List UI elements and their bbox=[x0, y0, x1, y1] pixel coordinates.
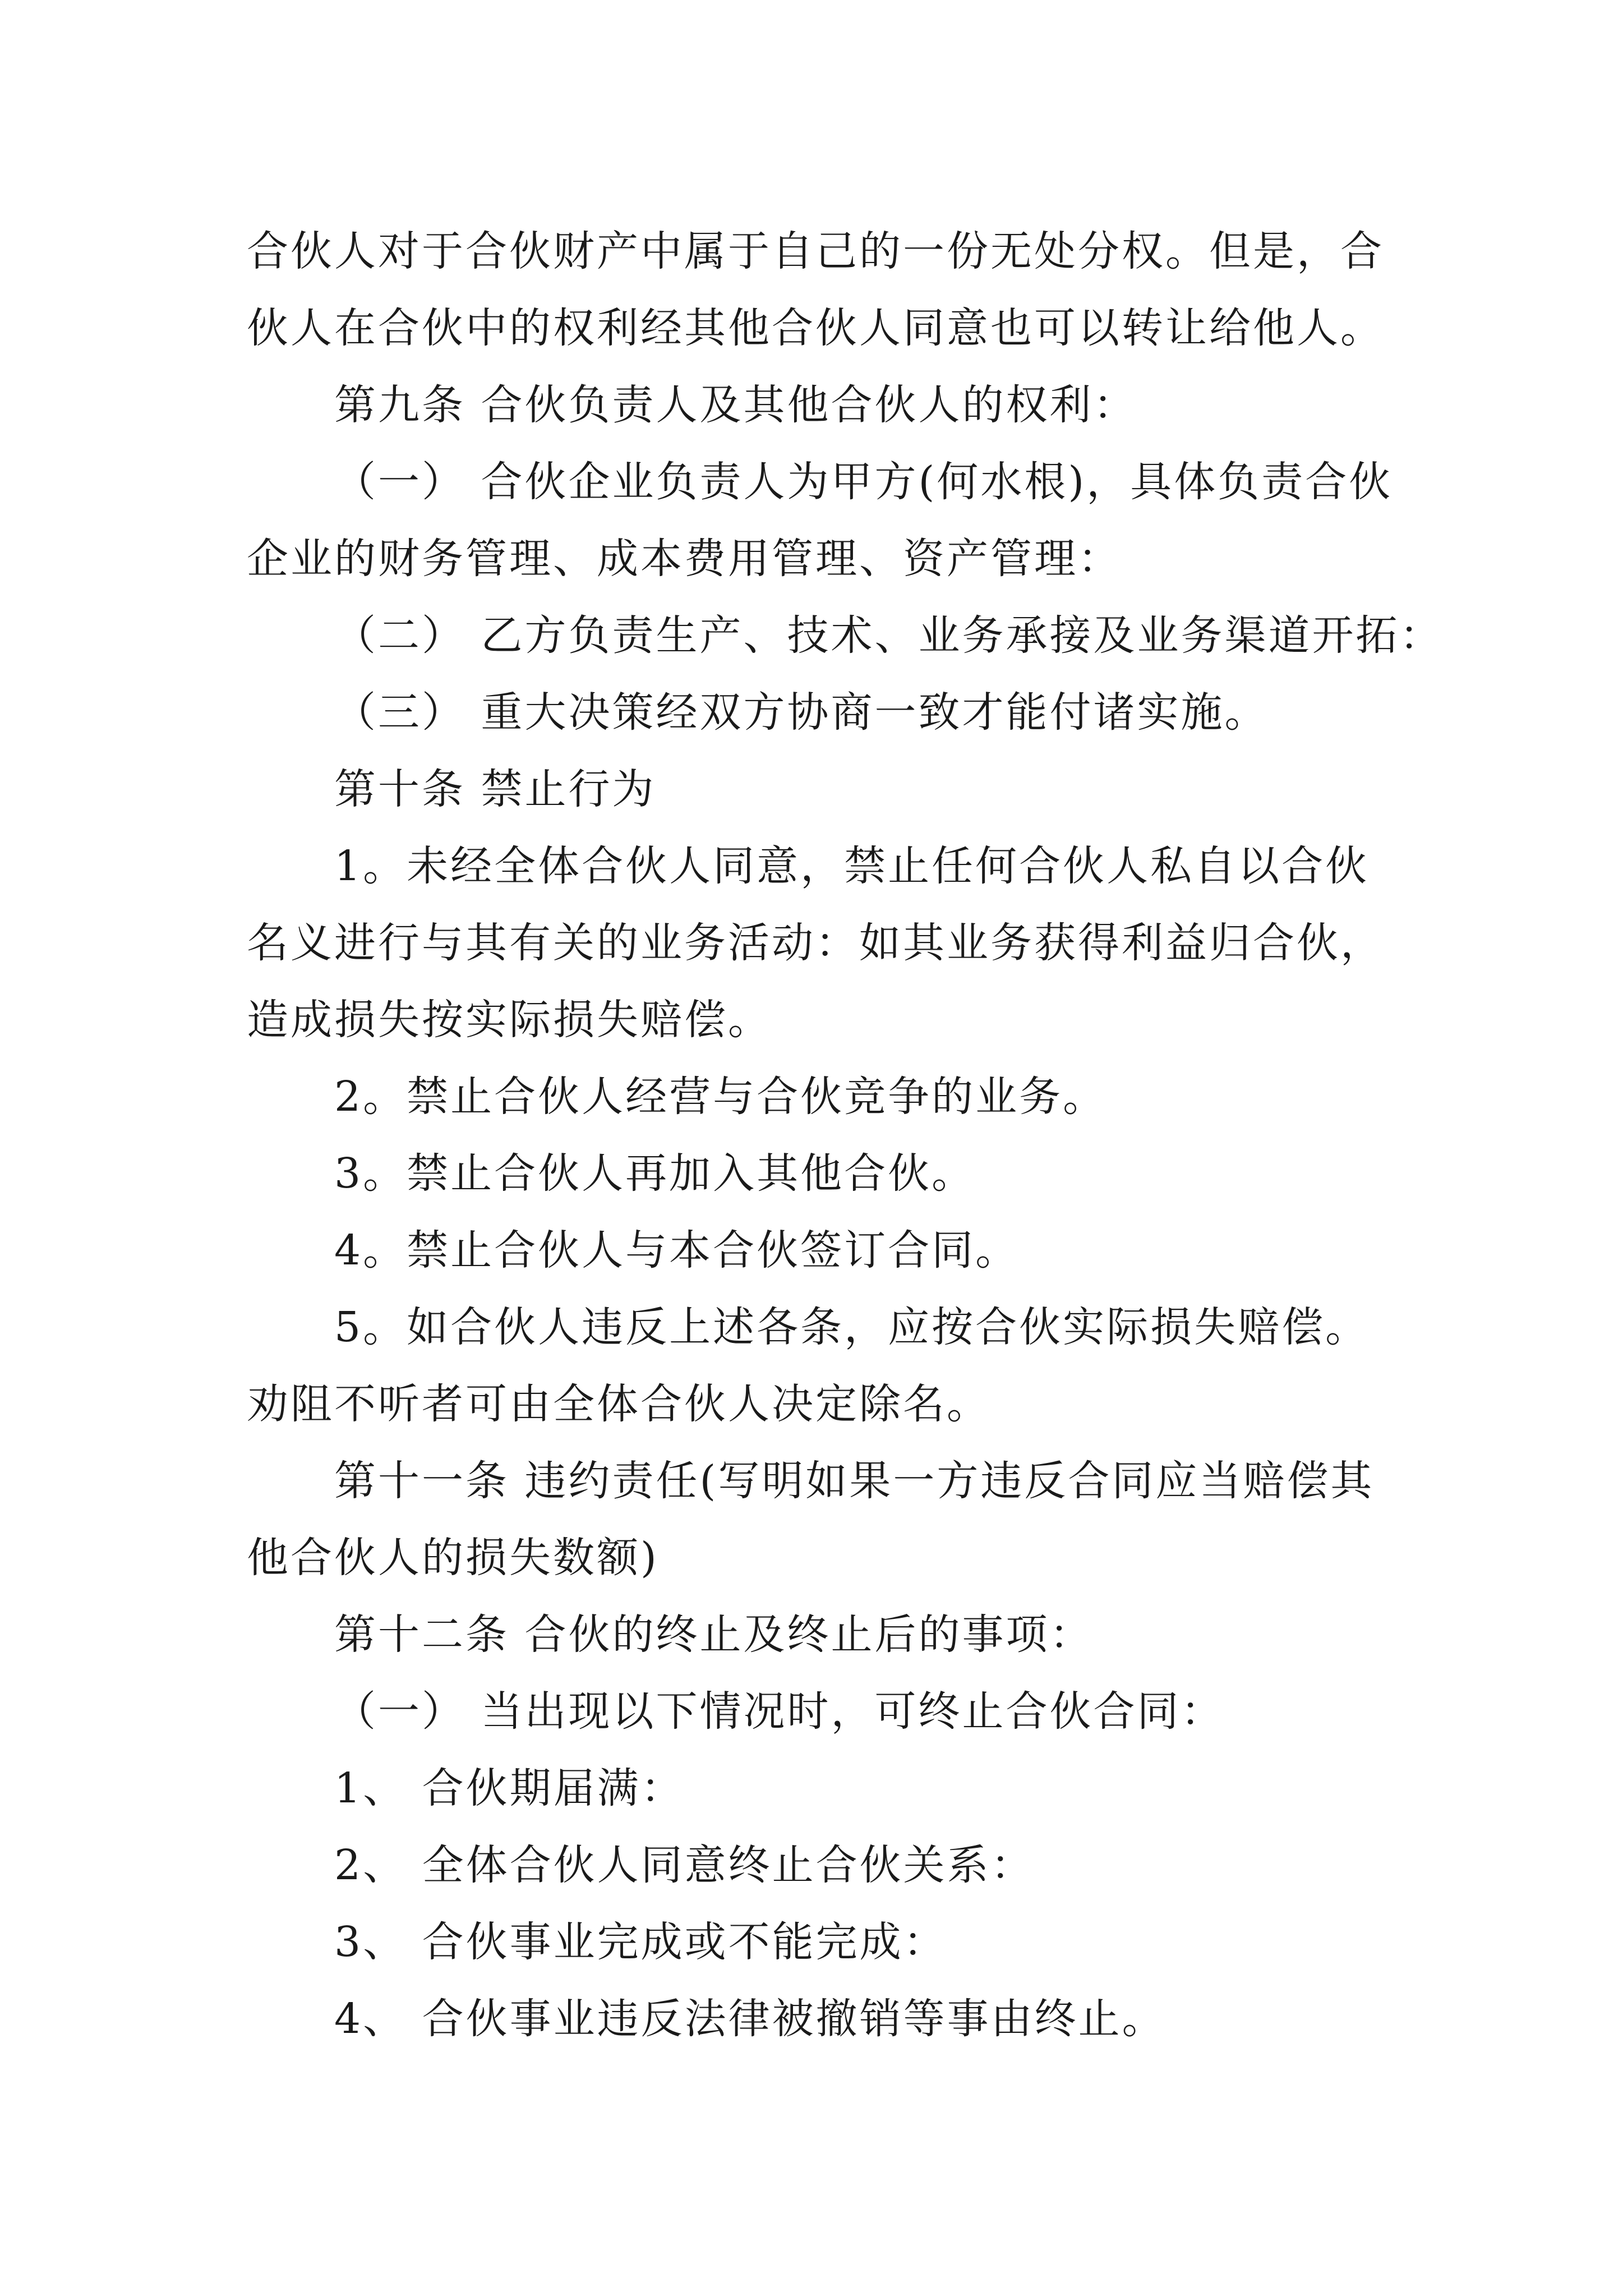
document-line: 3。禁止合伙人再加入其他合伙。 bbox=[334, 1149, 976, 1198]
document-line: 4。禁止合伙人与本合伙签订合同。 bbox=[334, 1226, 1020, 1274]
document-line: （二） 乙方负责生产、技术、业务承接及业务渠道开拓： bbox=[334, 611, 1444, 660]
document-line: 3、 合伙事业完成或不能完成： bbox=[334, 1918, 947, 1966]
document-line: 合伙人对于合伙财产中属于自己的一份无处分权。但是，合 bbox=[247, 227, 1384, 275]
document-line: 5。如合伙人违反上述各条，应按合伙实际损失赔偿。 bbox=[334, 1303, 1370, 1351]
document-body bbox=[247, 213, 1444, 2058]
document-line: （一） 当出现以下情况时，可终止合伙合同： bbox=[334, 1687, 1225, 1736]
document-line: （一） 合伙企业负责人为甲方(何水根)，具体负责合伙 bbox=[334, 458, 1393, 506]
document-line: 第十一条 违约责任(写明如果一方违反合同应当赔偿其 bbox=[334, 1457, 1375, 1505]
document-line: 2。禁止合伙人经营与合伙竞争的业务。 bbox=[334, 1073, 1107, 1121]
document-line: 1、 合伙期届满： bbox=[334, 1764, 685, 1812]
document-line: 4、 合伙事业违反法律被撤销等事由终止。 bbox=[334, 1995, 1166, 2043]
document-line: 第十二条 合伙的终止及终止后的事项： bbox=[334, 1611, 1094, 1659]
document-line: 名义进行与其有关的业务活动：如其业务获得利益归合伙， bbox=[247, 919, 1384, 967]
document-line: 伙人在合伙中的权利经其他合伙人同意也可以转让给他人。 bbox=[247, 304, 1384, 352]
document-line: 劝阻不听者可由全体合伙人决定除名。 bbox=[247, 1380, 990, 1428]
document-line: 第十条 禁止行为 bbox=[334, 765, 656, 813]
document-line: 第九条 合伙负责人及其他合伙人的权利： bbox=[334, 381, 1137, 429]
document-line: 造成损失按实际损失赔偿。 bbox=[247, 996, 772, 1044]
document-line: 企业的财务管理、成本费用管理、资产管理： bbox=[247, 535, 1122, 583]
document-line: （三） 重大决策经双方协商一致才能付诸实施。 bbox=[334, 688, 1269, 737]
document-line: 他合伙人的损失数额) bbox=[247, 1534, 659, 1582]
document-line: 2、 全体合伙人同意终止合伙关系： bbox=[334, 1841, 1035, 1889]
document-line: 1。未经全体合伙人同意，禁止任何合伙人私自以合伙 bbox=[334, 842, 1370, 890]
